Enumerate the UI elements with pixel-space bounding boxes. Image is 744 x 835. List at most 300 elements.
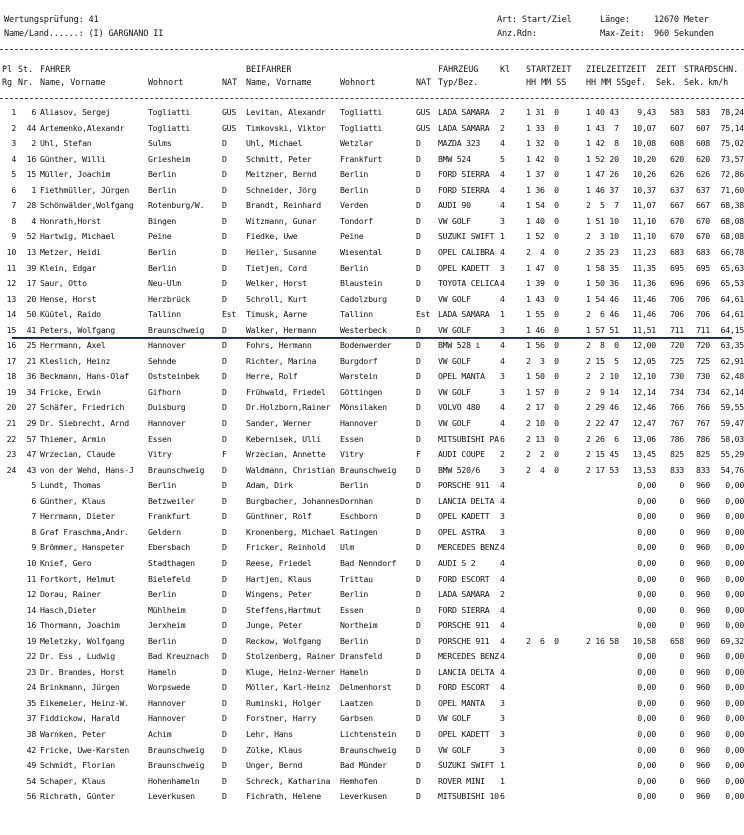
table-row — [0, 434, 744, 449]
cell-ziel: 2 3 10 — [586, 231, 619, 242]
cell-fahrzeug: PORSCHE 911 — [438, 635, 490, 646]
cell-start: 1 43 0 — [526, 293, 559, 304]
cell-pl: 14 — [6, 309, 16, 320]
cell-zsek: 0 — [679, 791, 684, 802]
cell-beifahrer: Witzmann, Gunar — [246, 215, 317, 226]
cell-kl: 3 — [500, 371, 505, 382]
cell-zsek: 0 — [679, 620, 684, 631]
cell-fahrer: von der Wehd, Hans-J — [40, 464, 134, 475]
cell-beifahrer: Uhl, Michael — [246, 138, 303, 149]
cell-fahrer: Lundt, Thomas — [40, 480, 101, 491]
cell-beifahrer: Meitzner, Bernd — [246, 169, 317, 180]
cell-start: 2 13 0 — [526, 433, 559, 444]
cell-zsek: 696 — [669, 278, 684, 289]
table-row — [0, 294, 744, 309]
cell-st: 4 — [31, 215, 36, 226]
cell-dsch: 0,00 — [725, 573, 744, 584]
cell-pl: 11 — [6, 262, 16, 273]
cell-beifahrer: Ruminski, Holger — [246, 697, 321, 708]
table-row — [0, 527, 744, 542]
cell-zgef: 12,46 — [632, 402, 656, 413]
cell-wohnort: Mühlheim — [148, 604, 186, 615]
cell-ziel: 2 17 53 — [586, 464, 619, 475]
cell-bwohnort: Wetzlar — [340, 138, 373, 149]
cell-nat: D — [222, 729, 227, 739]
cell-bnat: D — [416, 620, 421, 631]
cell-fahrzeug: VW GOLF — [438, 386, 471, 397]
cell-bnat: D — [416, 138, 421, 149]
cell-kl: 4 — [500, 340, 505, 351]
cell-fahrzeug: OPEL KADETT — [438, 729, 490, 739]
table-row — [0, 667, 744, 682]
cell-zgef: 0,00 — [637, 526, 656, 537]
cell-fahrer: Hartwig, Michael — [40, 231, 115, 242]
cell-wohnort: Togliatti — [148, 122, 191, 133]
cell-wohnort: Berlin — [148, 262, 177, 273]
cell-bwohnort: Togliatti — [340, 107, 383, 117]
cell-zgef: 11,10 — [632, 231, 656, 242]
table-row — [0, 449, 744, 464]
cell-nat: D — [222, 340, 227, 351]
cell-beifahrer: Günthner, Rolf — [246, 511, 312, 522]
cell-fahrer: Uhl, Stefan — [40, 138, 92, 149]
cell-fahrzeug: AUDI COUPE — [438, 449, 485, 460]
cell-st: 37 — [26, 713, 36, 724]
cell-fahrer: Eikemeier, Heinz-W. — [40, 697, 129, 708]
cell-pl: 18 — [6, 371, 16, 382]
column-header-ziel: HH MM SS — [586, 77, 627, 87]
cell-pl: 15 — [6, 324, 16, 335]
cell-st: 16 — [26, 620, 36, 631]
table-row — [0, 123, 744, 138]
cell-bwohnort: Bad Nenndorf — [340, 557, 397, 568]
cell-bwohnort: Westerbeck — [340, 324, 387, 335]
column-header-st: Nr. — [18, 77, 34, 87]
cell-zgef: 9,43 — [637, 107, 656, 117]
cell-fahrer: Graf Fraschma,Andr. — [40, 526, 129, 537]
cell-beifahrer: Fichrath, Helene — [246, 791, 321, 802]
cell-zsek: 786 — [669, 433, 684, 444]
cell-dsch: 0,00 — [725, 775, 744, 786]
cell-zsek: 0 — [679, 666, 684, 677]
cell-bwohnort: Lichtenstein — [340, 729, 397, 739]
cell-fahrer: Schaper, Klaus — [40, 775, 106, 786]
cell-st: 21 — [26, 355, 36, 366]
cell-bwohnort: Essen — [340, 433, 364, 444]
column-header-dsch: DSCHN. — [708, 64, 739, 74]
table-row — [0, 356, 744, 371]
cell-start: 1 56 0 — [526, 340, 559, 351]
cell-straf: 767 — [695, 418, 710, 428]
cell-zgef: 0,00 — [637, 589, 656, 600]
cell-dsch: 59,55 — [720, 402, 744, 413]
cell-fahrer: Küütel, Raido — [40, 309, 101, 320]
cell-straf: 720 — [695, 340, 710, 351]
cell-nat: D — [222, 215, 227, 226]
cell-straf: 667 — [695, 200, 710, 211]
cell-straf: 825 — [695, 449, 710, 460]
cell-fahrzeug: VW GOLF — [438, 418, 471, 428]
cell-kl: 3 — [500, 386, 505, 397]
cell-start: 1 40 0 — [526, 215, 559, 226]
table-row — [0, 247, 744, 262]
cell-bnat: D — [416, 184, 421, 195]
cell-st: 47 — [26, 449, 36, 460]
cell-beifahrer: Stolzenberg, Rainer — [246, 651, 335, 662]
cell-bnat: F — [416, 449, 421, 460]
cell-fahrzeug: OPEL ASTRA — [438, 526, 485, 537]
cell-bnat: D — [416, 573, 421, 584]
cell-nat: D — [222, 495, 227, 506]
cell-st: 24 — [26, 682, 36, 693]
cell-fahrer: Peters, Wolfgang — [40, 324, 115, 335]
cell-kl: 1 — [500, 231, 505, 242]
cell-bnat: D — [416, 651, 421, 662]
cell-dsch: 66,78 — [720, 246, 744, 257]
cell-straf: 608 — [695, 138, 710, 149]
cell-zsek: 0 — [679, 729, 684, 739]
column-header-bwohnort: Wohnort — [340, 77, 376, 87]
cell-dsch: 0,00 — [725, 526, 744, 537]
cell-pl: 12 — [6, 278, 16, 289]
cell-dsch: 0,00 — [725, 682, 744, 693]
cell-zsek: 720 — [669, 340, 684, 351]
divider — [0, 98, 744, 99]
table-row — [0, 620, 744, 635]
cell-bwohnort: Trittau — [340, 573, 373, 584]
cell-wohnort: Duisburg — [148, 402, 186, 413]
cell-wohnort: Stadthagen — [148, 557, 195, 568]
cell-zgef: 0,00 — [637, 744, 656, 755]
cell-zgef: 11,36 — [632, 278, 656, 289]
cell-bwohnort: Tondorf — [340, 215, 373, 226]
cell-bnat: D — [416, 246, 421, 257]
cell-wohnort: Berlin — [148, 480, 177, 491]
cell-fahrer: Dr. Siebrecht, Arnd — [40, 418, 129, 428]
cell-beifahrer: Brandt, Reinhard — [246, 200, 321, 211]
cell-zsek: 0 — [679, 542, 684, 553]
cell-bnat: D — [416, 278, 421, 289]
cell-kl: 4 — [500, 169, 505, 180]
cell-bwohnort: Warstein — [340, 371, 378, 382]
table-row — [0, 791, 744, 806]
cell-bnat: D — [416, 495, 421, 506]
cell-dsch: 54,76 — [720, 464, 744, 475]
cell-fahrer: Wrzecian, Claude — [40, 449, 115, 460]
cell-st: 42 — [26, 744, 36, 755]
column-header-beifahrer: BEIFAHRER — [246, 64, 292, 74]
cell-st: 15 — [26, 169, 36, 180]
cell-st: 36 — [26, 371, 36, 382]
column-header-st: St. — [18, 64, 34, 74]
cell-kl: 3 — [500, 215, 505, 226]
cell-fahrer: Fortkort, Helmut — [40, 573, 115, 584]
cell-bwohnort: Berlin — [340, 184, 369, 195]
cell-wohnort: Jerxheim — [148, 620, 186, 631]
cell-wohnort: Braunschweig — [148, 760, 205, 771]
cell-wohnort: Oststeinbek — [148, 371, 200, 382]
cell-zsek: 0 — [679, 713, 684, 724]
cell-bwohnort: Delmenhorst — [340, 682, 392, 693]
table-row — [0, 340, 744, 355]
cell-fahrer: Günther, Willi — [40, 153, 106, 164]
cell-beifahrer: Tietjen, Cord — [246, 262, 307, 273]
cell-zsek: 0 — [679, 495, 684, 506]
cell-fahrzeug: VW GOLF — [438, 215, 471, 226]
cell-fahrzeug: FORD SIERRA — [438, 184, 490, 195]
cell-pl: 4 — [11, 153, 16, 164]
cell-ziel: 2 35 23 — [586, 246, 619, 257]
cell-zsek: 706 — [669, 293, 684, 304]
cell-nat: D — [222, 775, 227, 786]
cell-dsch: 62,14 — [720, 386, 744, 397]
cell-ziel: 1 43 7 — [586, 122, 619, 133]
cell-start: 1 47 0 — [526, 262, 559, 273]
cell-wohnort: Essen — [148, 433, 172, 444]
cell-beifahrer: Kluge, Heinz-Werner — [246, 666, 335, 677]
cell-zsek: 0 — [679, 744, 684, 755]
cell-beifahrer: Möller, Karl-Heinz — [246, 682, 331, 693]
cell-bnat: D — [416, 386, 421, 397]
cell-zsek: 670 — [669, 215, 684, 226]
cell-bnat: D — [416, 557, 421, 568]
cell-straf: 960 — [695, 744, 710, 755]
cell-kl: 6 — [500, 433, 505, 444]
cell-zsek: 608 — [669, 138, 684, 149]
cell-st: 10 — [26, 557, 36, 568]
cell-dsch: 64,15 — [720, 324, 744, 335]
cell-kl: 3 — [500, 324, 505, 335]
cell-fahrzeug: BMW 520/6 — [438, 464, 481, 475]
cell-zgef: 12,47 — [632, 418, 656, 428]
cell-st: 2 — [31, 138, 36, 149]
cell-zsek: 583 — [669, 107, 684, 117]
cell-zgef: 0,00 — [637, 557, 656, 568]
cell-fahrzeug: PORSCHE 911 — [438, 480, 490, 491]
cell-straf: 711 — [695, 324, 710, 335]
cell-ziel: 1 51 10 — [586, 215, 619, 226]
cell-nat: D — [222, 480, 227, 491]
cell-straf: 960 — [695, 589, 710, 600]
cell-zgef: 0,00 — [637, 697, 656, 708]
cell-beifahrer: Junge, Peter — [246, 620, 303, 631]
cell-bnat: D — [416, 744, 421, 755]
cell-bnat: D — [416, 666, 421, 677]
cell-bwohnort: Göttingen — [340, 386, 383, 397]
cell-bnat: D — [416, 402, 421, 413]
cell-kl: 2 — [500, 589, 505, 600]
table-row — [0, 231, 744, 246]
cell-beifahrer: Unger, Bernd — [246, 760, 303, 771]
cell-pl: 8 — [11, 215, 16, 226]
cell-st: 28 — [26, 200, 36, 211]
cell-bnat: D — [416, 775, 421, 786]
column-header-pl: Rg — [2, 77, 13, 87]
cell-kl: 3 — [500, 262, 505, 273]
cell-wohnort: Braunschweig — [148, 324, 205, 335]
cell-kl: 2 — [500, 449, 505, 460]
cell-dsch: 68,08 — [720, 215, 744, 226]
cell-wohnort: Neu-Ulm — [148, 278, 181, 289]
cell-zsek: 0 — [679, 480, 684, 491]
cell-bwohnort: Hameln — [340, 666, 369, 677]
table-row — [0, 729, 744, 744]
cell-zgef: 11,35 — [632, 262, 656, 273]
cell-fahrzeug: SUZUKI SWIFT — [438, 760, 495, 771]
cell-st: 56 — [26, 791, 36, 802]
table-row — [0, 371, 744, 386]
cell-zgef: 0,00 — [637, 729, 656, 739]
cell-nat: D — [222, 464, 227, 475]
cell-wohnort: Vitry — [148, 449, 172, 460]
cell-zgef: 13,53 — [632, 464, 656, 475]
cell-fahrzeug: MERCEDES BENZ — [438, 542, 499, 553]
column-header-fahrzeug: Typ/Bez. — [438, 77, 479, 87]
cell-dsch: 0,00 — [725, 495, 744, 506]
table-row — [0, 651, 744, 666]
cell-fahrer: Fiddickow, Harald — [40, 713, 120, 724]
cell-beifahrer: Herre, Rolf — [246, 371, 298, 382]
cell-wohnort: Hannover — [148, 697, 186, 708]
cell-zsek: 711 — [669, 324, 684, 335]
cell-ziel: 2 15 5 — [586, 355, 619, 366]
cell-start: 1 42 0 — [526, 153, 559, 164]
cell-wohnort: Berlin — [148, 246, 177, 257]
cell-fahrzeug: FORD ESCORT — [438, 573, 490, 584]
cell-start: 2 4 0 — [526, 464, 559, 475]
cell-start: 1 50 0 — [526, 371, 559, 382]
cell-straf: 960 — [695, 604, 710, 615]
cell-st: 29 — [26, 418, 36, 428]
cell-fahrzeug: FORD ESCORT — [438, 682, 490, 693]
cell-st: 49 — [26, 760, 36, 771]
table-row — [0, 636, 744, 651]
cell-kl: 3 — [500, 713, 505, 724]
cell-fahrer: Dr. Brandes, Horst — [40, 666, 125, 677]
cell-nat: D — [222, 355, 227, 366]
cell-nat: D — [222, 557, 227, 568]
cell-fahrzeug: PORSCHE 911 — [438, 620, 490, 631]
cell-start: 2 4 0 — [526, 246, 559, 257]
cell-bnat: Est — [416, 309, 431, 320]
column-header-zgef: gef. — [626, 77, 647, 87]
cell-nat: D — [222, 231, 227, 242]
cell-fahrzeug: MAZDA 323 — [438, 138, 481, 149]
cell-st: 35 — [26, 697, 36, 708]
cell-nat: D — [222, 511, 227, 522]
cell-zgef: 0,00 — [637, 620, 656, 631]
cell-kl: 3 — [500, 729, 505, 739]
rounds-count: Anz.Rdn: — [497, 29, 537, 39]
cell-fahrzeug: OPEL MANTA — [438, 697, 485, 708]
cell-kl: 4 — [500, 495, 505, 506]
cell-kl: 1 — [500, 760, 505, 771]
cell-zsek: 670 — [669, 231, 684, 242]
cell-wohnort: Frankfurt — [148, 511, 191, 522]
cell-beifahrer: Welker, Horst — [246, 278, 307, 289]
cell-zgef: 11,46 — [632, 309, 656, 320]
cell-wohnort: Geldern — [148, 526, 181, 537]
max-time-value: 960 Sekunden — [654, 29, 714, 39]
cell-beifahrer: Timusk, Aarne — [246, 309, 307, 320]
cell-fahrer: Saur, Otto — [40, 278, 87, 289]
cell-st: 20 — [26, 293, 36, 304]
cell-nat: D — [222, 526, 227, 537]
table-row — [0, 713, 744, 728]
cell-bnat: D — [416, 511, 421, 522]
cell-start: 1 52 0 — [526, 231, 559, 242]
cell-zsek: 620 — [669, 153, 684, 164]
cell-kl: 4 — [500, 604, 505, 615]
cell-fahrer: Fiethmüller, Jürgen — [40, 184, 129, 195]
cell-fahrer: Klein, Edgar — [40, 262, 97, 273]
cell-zsek: 0 — [679, 526, 684, 537]
cell-wohnort: Griesheim — [148, 153, 191, 164]
cell-dsch: 62,91 — [720, 355, 744, 366]
cell-nat: D — [222, 278, 227, 289]
cell-st: 27 — [26, 402, 36, 413]
cell-straf: 960 — [695, 573, 710, 584]
cell-nat: D — [222, 620, 227, 631]
cell-straf: 960 — [695, 557, 710, 568]
cell-straf: 607 — [695, 122, 710, 133]
cell-pl: 23 — [6, 449, 16, 460]
column-header-bnat: NAT — [416, 77, 432, 87]
cell-kl: 4 — [500, 557, 505, 568]
cell-dsch: 0,00 — [725, 589, 744, 600]
cell-fahrer: Dorau, Rainer — [40, 589, 101, 600]
cell-fahrzeug: LANCIA DELTA — [438, 666, 495, 677]
cell-beifahrer: Adam, Dirk — [246, 480, 293, 491]
cell-zsek: 0 — [679, 573, 684, 584]
cell-bwohnort: Laatzen — [340, 697, 373, 708]
cell-st: 52 — [26, 231, 36, 242]
cell-bwohnort: Ratingen — [340, 526, 378, 537]
cell-zsek: 0 — [679, 760, 684, 771]
cell-dsch: 0,00 — [725, 557, 744, 568]
cell-bnat: D — [416, 215, 421, 226]
cell-beifahrer: Richter, Marina — [246, 355, 317, 366]
table-row — [0, 682, 744, 697]
cell-wohnort: Achim — [148, 729, 172, 739]
cell-bwohnort: Verden — [340, 200, 369, 211]
cell-zsek: 0 — [679, 589, 684, 600]
cell-fahrer: Hasch,Dieter — [40, 604, 97, 615]
cell-start: 1 32 0 — [526, 138, 559, 149]
cell-zgef: 0,00 — [637, 604, 656, 615]
cell-nat: D — [222, 386, 227, 397]
cell-beifahrer: Dr.Holzborn,Rainer — [246, 402, 331, 413]
cell-dsch: 55,29 — [720, 449, 744, 460]
cell-nat: D — [222, 324, 227, 335]
cell-zgef: 11,23 — [632, 246, 656, 257]
cell-fahrer: Hense, Horst — [40, 293, 97, 304]
cell-kl: 4 — [500, 542, 505, 553]
table-row — [0, 589, 744, 604]
cell-pl: 20 — [6, 402, 16, 413]
cell-nat: D — [222, 138, 227, 149]
cell-dsch: 75,02 — [720, 138, 744, 149]
cell-fahrzeug: AUDI S 2 — [438, 557, 476, 568]
cell-bwohnort: Essen — [340, 604, 364, 615]
cell-nat: D — [222, 293, 227, 304]
cell-zgef: 0,00 — [637, 542, 656, 553]
cell-st: 13 — [26, 246, 36, 257]
cell-dsch: 0,00 — [725, 760, 744, 771]
cell-fahrer: Warnken, Peter — [40, 729, 106, 739]
cell-start: 2 17 0 — [526, 402, 559, 413]
cell-dsch: 0,00 — [725, 511, 744, 522]
